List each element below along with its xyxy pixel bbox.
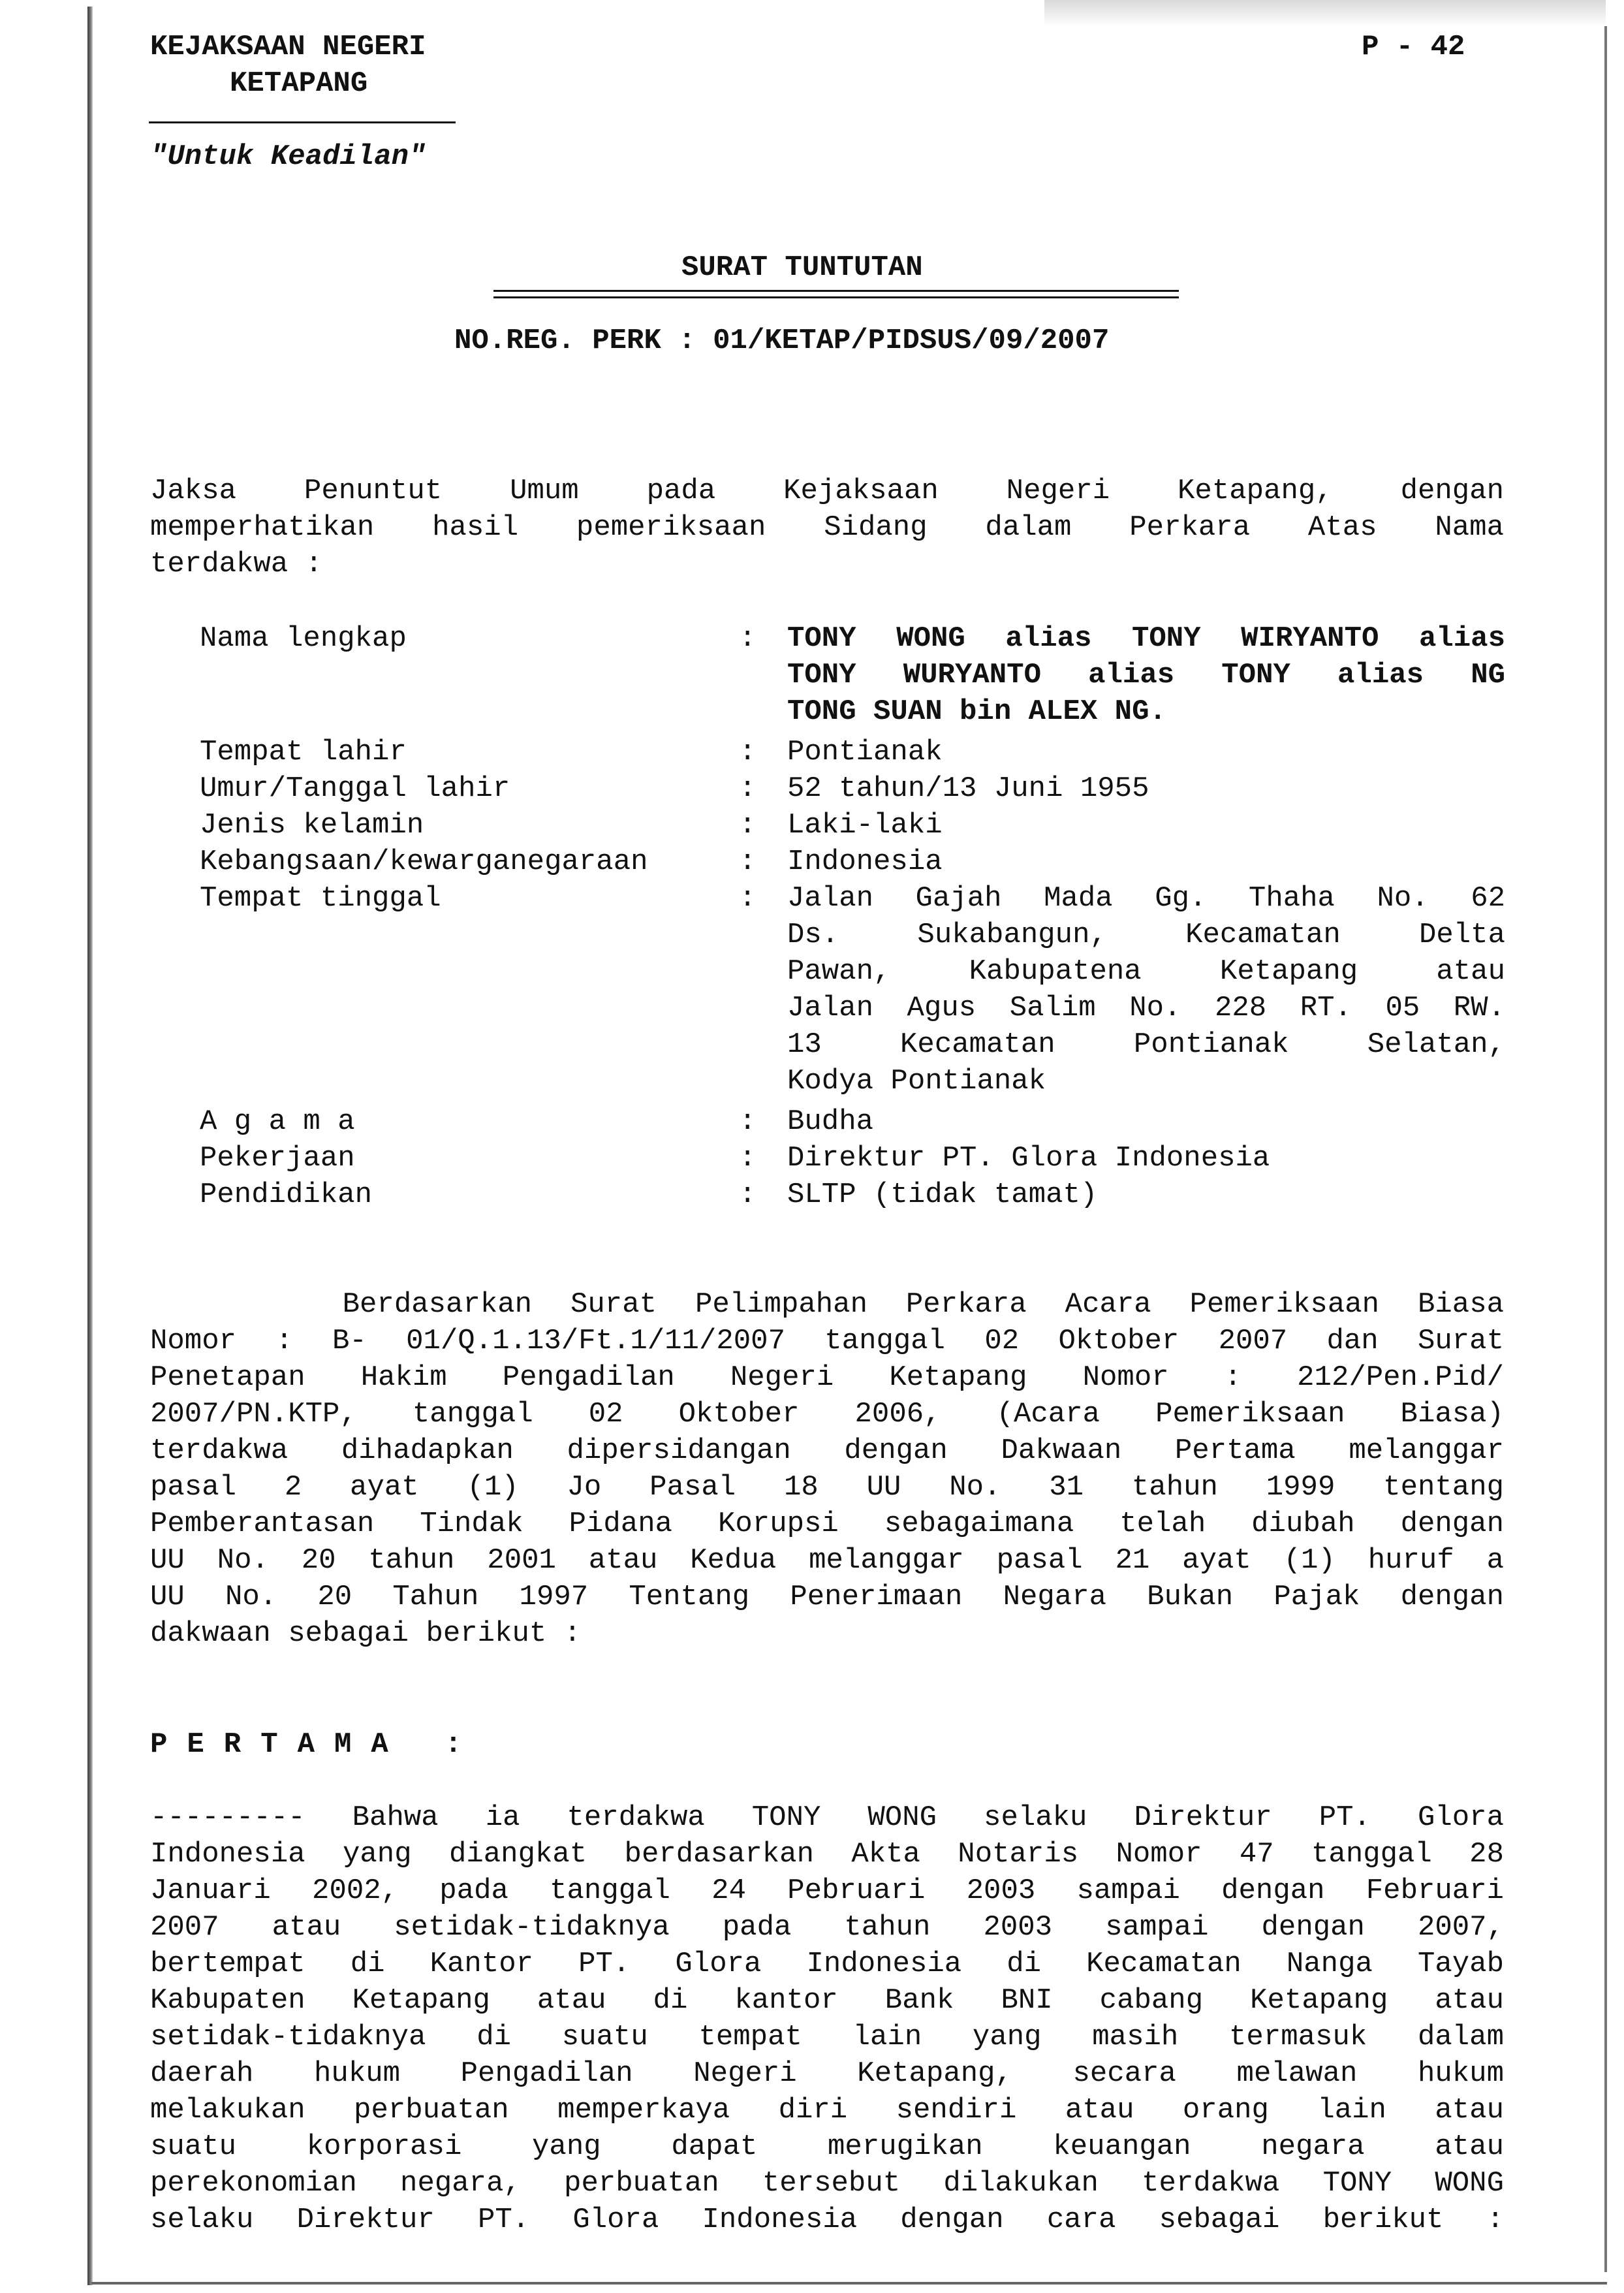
- birthplace-label: Tempat lahir: [200, 736, 407, 768]
- document-title: SURAT TUNTUTAN: [681, 251, 923, 284]
- intro-line-1: Jaksa Penuntut Umum pada Kejaksaan Negeri Ketapang, dengan: [150, 475, 1504, 507]
- page-bottom-edge: [91, 2282, 1607, 2285]
- job-colon: :: [739, 1142, 757, 1175]
- nationality-colon: :: [739, 846, 757, 878]
- charge-line-5: bertempat di Kantor PT. Glora Indonesia di Kecamatan Nanga Tayab: [150, 1948, 1504, 1980]
- charge-line-1: --------- Bahwa ia terdakwa TONY WONG selaku Direktur PT. Glora: [150, 1801, 1504, 1834]
- address-line-5: 13 Kecamatan Pontianak Selatan,: [787, 1028, 1505, 1061]
- nationality-label: Kebangsaan/kewarganegaraan: [200, 846, 648, 878]
- basis-line-5: terdakwa dihadapkan dipersidangan dengan Dakwaan Pertama melanggar: [150, 1434, 1504, 1467]
- charge-line-9: melakukan perbuatan memperkaya diri sendiri atau orang lain atau: [150, 2094, 1504, 2127]
- sex-colon: :: [739, 809, 757, 842]
- address-colon: :: [739, 882, 757, 915]
- defendant-name-line-2: TONY WURYANTO alias TONY alias NG: [787, 659, 1505, 691]
- basis-line-10: dakwaan sebagai berikut :: [150, 1617, 582, 1650]
- education-label: Pendidikan: [200, 1178, 373, 1211]
- address-line-6: Kodya Pontianak: [787, 1065, 1046, 1098]
- intro-line-3: terdakwa :: [150, 548, 323, 580]
- address-label: Tempat tinggal: [200, 882, 441, 915]
- charge-line-4: 2007 atau setidak-tidaknya pada tahun 2003 sampai dengan 2007,: [150, 1911, 1504, 1944]
- sex-label: Jenis kelamin: [200, 809, 424, 842]
- header-rule: [149, 121, 456, 123]
- charge-line-11: perekonomian negara, perbuatan tersebut dilakukan terdakwa TONY WONG: [150, 2167, 1504, 2200]
- defendant-name: [787, 620, 1505, 693]
- address-value: [787, 880, 1505, 1063]
- basis-line-7: Pemberantasan Tindak Pidana Korupsi sebagaimana telah diubah dengan: [150, 1508, 1504, 1540]
- intro-line-2: memperhatikan hasil pemeriksaan Sidang dalam Perkara Atas Nama: [150, 511, 1504, 544]
- education-value: SLTP (tidak tamat): [787, 1178, 1098, 1211]
- office-name: KEJAKSAAN NEGERI: [150, 31, 426, 63]
- basis-line-3: Penetapan Hakim Pengadilan Negeri Ketapang Nomor : 212/Pen.Pid/: [150, 1361, 1504, 1394]
- office-motto: "Untuk Keadilan": [150, 140, 426, 173]
- register-number: NO.REG. PERK : 01/KETAP/PIDSUS/09/2007: [454, 324, 1110, 357]
- charge-line-7: setidak-tidaknya di suatu tempat lain yang masih termasuk dalam: [150, 2021, 1504, 2053]
- address-line-3: Pawan, Kabupatena Ketapang atau: [787, 955, 1505, 988]
- basis-line-4: 2007/PN.KTP, tanggal 02 Oktober 2006, (Acara Pemeriksaan Biasa): [150, 1398, 1504, 1431]
- basis-line-1: Berdasarkan Surat Pelimpahan Perkara Acara Pemeriksaan Biasa: [150, 1288, 1504, 1321]
- address-line-4: Jalan Agus Salim No. 228 RT. 05 RW.: [787, 992, 1505, 1024]
- charge-line-12: selaku Direktur PT. Glora Indonesia dengan cara sebagai berikut :: [150, 2204, 1504, 2236]
- first-charge-heading: PERTAMA :: [150, 1728, 482, 1761]
- job-value: Direktur PT. Glora Indonesia: [787, 1142, 1270, 1175]
- form-code: P - 42: [1362, 31, 1465, 63]
- basis-line-8: UU No. 20 tahun 2001 atau Kedua melanggar pasal 21 ayat (1) huruf a: [150, 1544, 1504, 1577]
- address-line-1: Jalan Gajah Mada Gg. Thaha No. 62: [787, 882, 1505, 915]
- age-label: Umur/Tanggal lahir: [200, 772, 510, 805]
- title-rule-bottom: [493, 296, 1179, 298]
- charge-line-10: suatu korporasi yang dapat merugikan keuangan negara atau: [150, 2130, 1504, 2163]
- birthplace-colon: :: [739, 736, 757, 768]
- age-value: 52 tahun/13 Juni 1955: [787, 772, 1149, 805]
- birthplace-value: Pontianak: [787, 736, 943, 768]
- charge-line-8: daerah hukum Pengadilan Negeri Ketapang, secara melawan hukum: [150, 2057, 1504, 2090]
- nationality-value: Indonesia: [787, 846, 943, 878]
- religion-label: A g a m a: [200, 1105, 355, 1138]
- scan-shadow: [1044, 0, 1606, 26]
- page-left-edge: [87, 7, 93, 2285]
- page-right-edge: [1604, 26, 1607, 2272]
- charge-line-6: Kabupaten Ketapang atau di kantor Bank BNI cabang Ketapang atau: [150, 1984, 1504, 2017]
- basis-line-2: Nomor : B- 01/Q.1.13/Ft.1/11/2007 tanggal 02 Oktober 2007 dan Surat: [150, 1325, 1504, 1357]
- title-rule-top: [493, 290, 1179, 292]
- address-line-2: Ds. Sukabangun, Kecamatan Delta: [787, 919, 1505, 951]
- education-colon: :: [739, 1178, 757, 1211]
- religion-value: Budha: [787, 1105, 874, 1138]
- office-city: KETAPANG: [230, 67, 368, 100]
- charge-line-3: Januari 2002, pada tanggal 24 Pebruari 2003 sampai dengan Februari: [150, 1874, 1504, 1907]
- charge-line-2: Indonesia yang diangkat berdasarkan Akta Notaris Nomor 47 tanggal 28: [150, 1838, 1504, 1871]
- basis-line-9: UU No. 20 Tahun 1997 Tentang Penerimaan Negara Bukan Pajak dengan: [150, 1581, 1504, 1613]
- defendant-name-line-3: TONG SUAN bin ALEX NG.: [787, 695, 1166, 728]
- age-colon: :: [739, 772, 757, 805]
- religion-colon: :: [739, 1105, 757, 1138]
- sex-value: Laki-laki: [787, 809, 943, 842]
- name-colon: :: [739, 622, 757, 655]
- job-label: Pekerjaan: [200, 1142, 355, 1175]
- defendant-name-line-1: TONY WONG alias TONY WIRYANTO alias: [787, 622, 1505, 655]
- basis-line-6: pasal 2 ayat (1) Jo Pasal 18 UU No. 31 tahun 1999 tentang: [150, 1471, 1504, 1504]
- name-label: Nama lengkap: [200, 622, 407, 655]
